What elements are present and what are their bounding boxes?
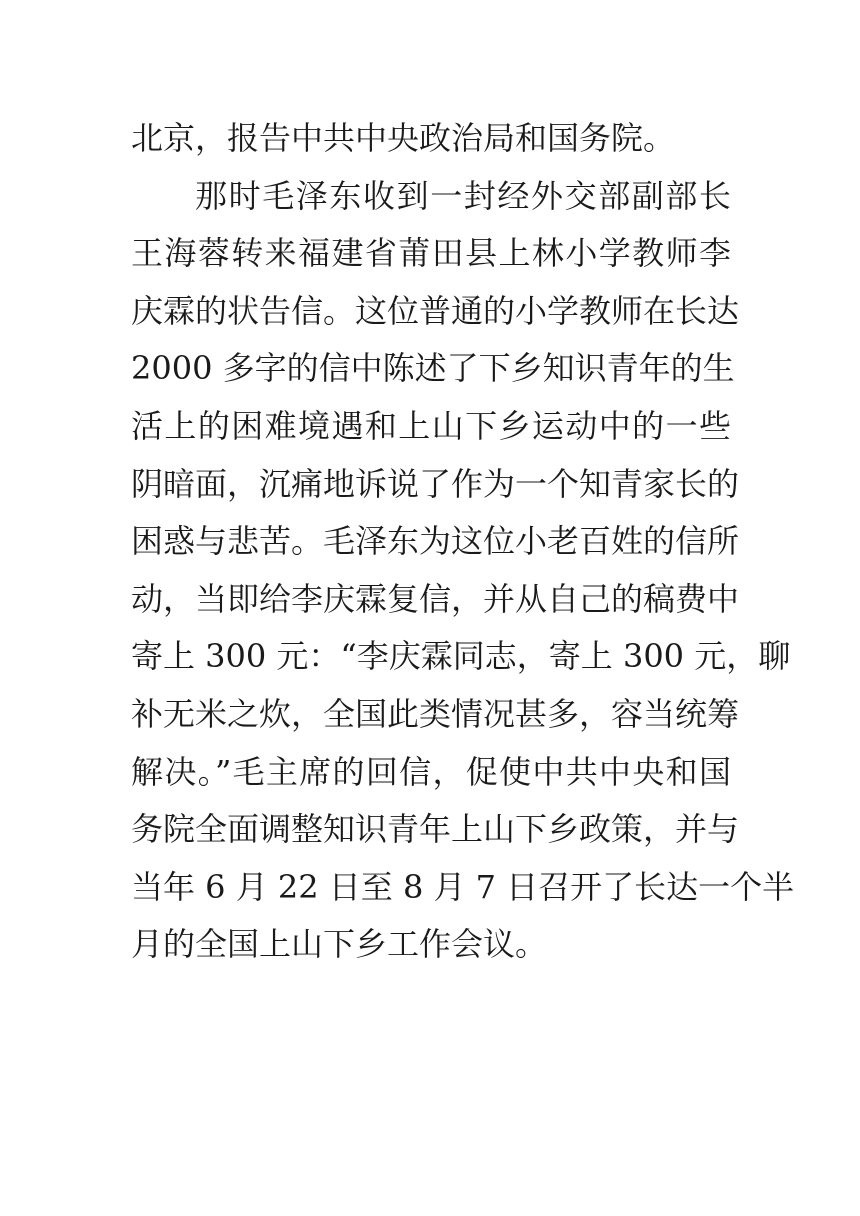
text-line: 庆霖的状告信。这位普通的小学教师在长达: [131, 291, 740, 330]
text-line: 动，当即给李庆霖复信，并从自己的稿费中: [131, 579, 740, 618]
body-text: [131, 110, 795, 974]
text-line: 月的全国上山下乡工作会议。: [131, 925, 548, 964]
text-line: 困惑与悲苦。毛泽东为这位小老百姓的信所: [131, 522, 740, 561]
text-line: 北京，报告中共中央政治局和国务院。: [131, 119, 676, 157]
text-line: 2000 多字的信中陈述了下乡知识青年的生: [131, 349, 735, 388]
text-line: 寄上 300 元：“李庆霖同志，寄上 300 元，聊: [131, 637, 791, 676]
text-line-paragraph-start: 那时毛泽东收到一封经外交部副部长: [195, 176, 731, 215]
text-line: 务院全面调整知识青年上山下乡政策，并与: [131, 810, 740, 849]
text-line: 补无米之炊，全国此类情况甚多，容当统筹: [131, 694, 740, 733]
text-line: 当年 6 月 22 日至 8 月 7 日召开了长达一个半: [131, 867, 795, 906]
text-line: 活上的困难境遇和上山下乡运动中的一些: [131, 406, 731, 445]
text-line: 阴暗面，沉痛地诉说了作为一个知青家长的: [131, 464, 740, 503]
text-line: 解决。”毛主席的回信，促使中共中央和国: [131, 752, 731, 791]
text-line: 王海蓉转来福建省莆田县上林小学教师李: [131, 234, 731, 273]
